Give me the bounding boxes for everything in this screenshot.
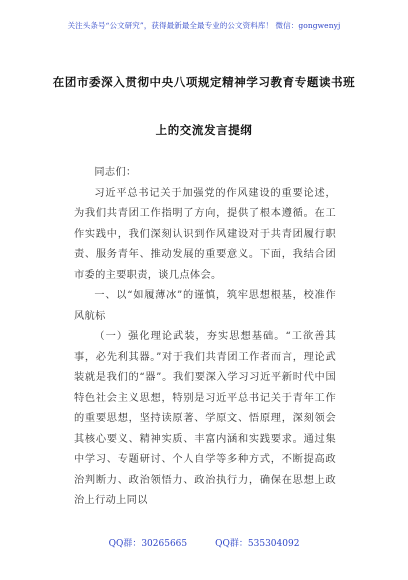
footer-qq-group-1: QQ群：30265665 [108,539,188,549]
document-body [74,163,336,512]
section-heading-1: 一、以“如履薄冰”的谨慎，筑牢思想根基，校准作风航标 [74,290,336,322]
document-title-line-2: 上的交流发言提纲 [155,123,253,137]
document-title-line-1: 在团市委深入贯彻中央八项规定精神学习教育专题读书班 [52,75,356,89]
header-note: 关注头条号“公文研究”，获得最新最全最专业的公文资料库！ 微信：gongwenyj [67,21,341,30]
salutation: 同志们： [94,167,137,178]
footer-contact [0,536,408,549]
paragraph-1: 习近平总书记关于加强党的作风建设的重要论述，为我们共青团工作指明了方向，提供了根本遵循。在工作实践中，我们深刻认识到作风建设对于共青团履行职责、服务青年、推动发展的重要意义。下面，我结合团市委的主要职责，谈几点体会。 [74,187,336,281]
paragraph-2: （一）强化理论武装，夯实思想基础。“工欲善其事，必先利其器。”对于我们共青团工作者而言，理论武装就是我们的“器”。我们要深入学习习近平新时代中国特色社会主义思想，特别是习近平总书记关于青年工作的重要思想，坚持读原著、学原文、悟原理，深刻领会其核心要义、精神实质、丰富内涵和实践要求。通过集中学习、专题研讨、个人自学等多种方式，不断提高政治判断力、政治领悟力、政治执行力，确保在思想上政治上行动上同以 [74,331,336,506]
footer-qq-group-2: QQ群：535304092 [215,539,300,549]
